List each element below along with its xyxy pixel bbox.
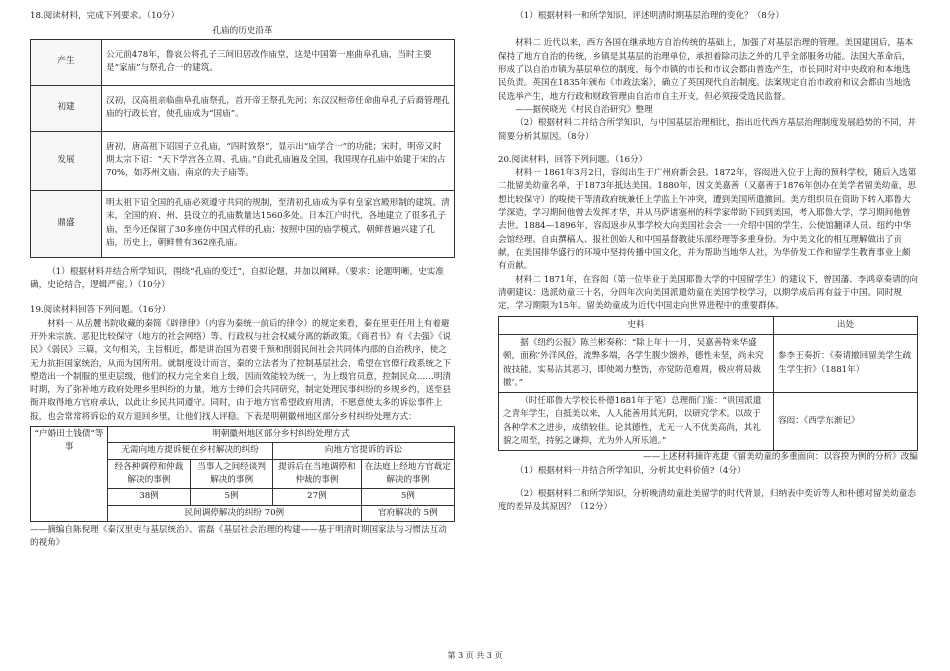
q19-source2: ——据侯晓光《村民自治研究》整理 bbox=[515, 104, 653, 115]
q20-material1: 材料一 1861年3月2日，容闳出生于广州府新会县。1872年，容闳进入位于上海的预科学校，随后入选第二批留美幼童名单，于1873年抵达美国。1880年，因文美嘉善（又嘉善于1876年创办在美学者留美幼童，思想比较保守）的唆使干等清政府统兼任上学监上午冲突，遭到美国所遣撤回。美方组织员在资助下转入耶鲁大学深造，学习期间他曾去发挥才华，并从马萨诸塞州的科学家带助下回到美国，考入耶鲁大学，学习期间他曾去世。1884—1896年，容闳返步从事学校大向美国社会会一一介绍中国的学生、公使馆翻译人员、纽约中华会馆经理、自由撰稿人、报社创始人和中国基督教徒乐部经理等多重身份。为中美文化的相互理解做出了贡献，在美国排华盛行的环境中坚持传播中国文化，并为帮助当地华人社，为华侨发工作和留学生教育事业上颇有贡献。 bbox=[498, 168, 917, 272]
source-origin: 容闳：《西学东渐记》 bbox=[774, 393, 918, 451]
q20-material2: 材料二 1871年，在容闳（第一位毕业于美国耶鲁大学的中国留学生）的建议下，曾国藩、李鸿章奏请的向清朝建议：选派幼童三十名，分四年次向美国派遣幼童在美国学校学习，以期学成后再有益于中国。同时规定，学习期限为15年。留美幼童成为近代中国走向世界进程中的重要群体。 bbox=[498, 274, 918, 312]
table-row bbox=[31, 190, 455, 257]
q18-question: （1）根据材料并结合所学知识，围绕“孔庙的变迁”，自拟论题，并加以阐释。（要求：论题明晰，史实准确，史论结合，逻辑严密。）（10分） bbox=[30, 266, 444, 290]
sub-head: 提诉后在当地调停和仲裁的事例 bbox=[273, 459, 362, 489]
table-row bbox=[499, 393, 918, 451]
col-head: 出处 bbox=[774, 316, 918, 334]
count-cell: 27例 bbox=[273, 489, 362, 505]
col-head: 史料 bbox=[499, 316, 774, 334]
table-row bbox=[31, 131, 455, 190]
sum-cell: 官府解决的 5例 bbox=[361, 505, 454, 521]
stage-cell: 发展 bbox=[31, 131, 102, 190]
q18-table-title: 孔庙的历史沿革 bbox=[212, 26, 273, 37]
count-cell: 38例 bbox=[108, 489, 191, 505]
q19-source: ——摘编自陈倪理《秦汉里吏与基层统治》、雷磊《基层社会治理的构建——基于明清时期国家法与习惯法互动的视角》 bbox=[30, 524, 447, 549]
q20-table-source: ——上述材料摘许兆捷《留美幼童的多重面向：以容揆为例的分析》改编 bbox=[642, 452, 918, 463]
sub-head: 经各种调停和仲裁解决的事例 bbox=[108, 459, 191, 489]
q18-table bbox=[30, 39, 455, 258]
source-origin: 参李王奏折：《奏请撤回留美学生疏生学生折》（1881年） bbox=[774, 334, 918, 392]
page-footer: 第 3 页 共 3 页 bbox=[447, 651, 503, 660]
q19-question1: （1）根据材料一和所学知识，评述明清时期基层治理的变化？（8分） bbox=[515, 11, 784, 21]
stage-cell: 产生 bbox=[31, 39, 102, 85]
head-lawsuit: 向地方官提诉的诉讼 bbox=[273, 443, 455, 459]
q20-table bbox=[498, 316, 918, 452]
q20-question1: （1）根据材料一并结合所学知识，分析其史料价值?（4分） bbox=[515, 465, 746, 476]
q19-title: 19.阅读材料回答下列问题。（16分） bbox=[30, 305, 171, 316]
stage-text: 汉初，汉高祖亲临曲阜孔庙祭孔，首开帝王祭孔先河；东汉汉桓帝任命曲阜孔子后裔管理孔庙的行政长官，使孔庙成为“国庙”。 bbox=[102, 85, 455, 131]
q20-title: 20.阅读材料，回答下列问题。（16分） bbox=[498, 154, 648, 165]
q19-question2: （2）根据材料二并结合所学知识，与中国基层治理相比，指出近代西方基层治理制度发展趋势的不同，并简要分析其原因。（8分） bbox=[498, 118, 916, 142]
q18-title: 18.阅读材料，完成下列要求。（10分） bbox=[30, 11, 180, 21]
source-text: （时任耶鲁大学校长朴德1881年于笔）总理衙门鉴：“贵国派遣之青年学生，自抵美以来，人人能善用其光阴，以研究学术。以故于各种学术之进步，成绩较佳。论其德性，尤无一人不优美高尚，其礼貌之周至，持躬之谦抑，尤为外人所乐道。” bbox=[499, 393, 774, 451]
count-cell: 5例 bbox=[361, 489, 454, 505]
left-column bbox=[30, 10, 455, 551]
stage-cell: 鼎盛 bbox=[31, 190, 102, 257]
count-cell: 5例 bbox=[191, 489, 273, 505]
q19-table bbox=[30, 426, 455, 522]
stage-text: 唐初，唐高祖下诏国子立孔庙，“四时致祭”，显示出“庙学合一”的功能；宋时，明帝又时期太宗下诏：“天下学宫各立周、孔庙。”自此孔庙遍及全国，我国现存孔庙中始建于宋的占70%，如苏州文庙、南京的夫子庙等。 bbox=[102, 131, 455, 190]
stage-text: 明太祖下诏全国的孔庙必须遵守共同的规制，至清初孔庙成为享有皇家宫殿形制的建筑。清末，全国的府、州、县设立的孔庙数量达1560多处。日本江户时代，各地建立了很多孔子庙，至今还保留了30多座仿中国式样的孔庙；按照中国的庙学模式，朝鲜普遍兴建了孔庙，历史上，朝鲜曾有362座孔庙。 bbox=[102, 190, 455, 257]
sub-head: 在法庭上经地方官裁定解决的事例 bbox=[361, 459, 454, 489]
stage-text: 公元前478年，鲁哀公将孔子三间旧居改作庙堂，这是中国第一座曲阜孔庙，当时主要是“家庙”与祭孔合一的建筑。 bbox=[102, 39, 455, 85]
table-row bbox=[499, 334, 918, 392]
q19-table-title: 明朝徽州地区部分乡村纠纷处理方式 bbox=[108, 427, 455, 443]
right-column bbox=[498, 10, 918, 515]
q19-material2: 材料二 近代以来，西方各国在继承地方自治传统的基础上，加强了对基层治理的管理。美国建国后，基本保持了地方自治的传统，乡镇是其基层的治理单位，承担着除司法之外的几乎全部服务功能。法国大革命后，形成了以自治市镇为基层单位的制度，每个市镇的市长和市议会都由普选产生，市长同时对中央政府和本地选民负责。英国在1835年颁布《市政法案》，确立了英国现代自治制度。法案规定自治市政府和议会都由当地选民选举产生，地方行政和财政管理由自治市自主开支，但必须接受选民监督。 bbox=[498, 38, 914, 102]
source-text: 据《纽约公报》陈兰彬奏称：“除上年十一月，吴嘉善特来华盛顿，面称‘外洋风俗，流弊多端，各学生腹少馈养，德性未坚，尚未究彼技能，实易沾其恶习，即使竭力整饬，亦觉防范难周，极应将局裁撤’。” bbox=[499, 334, 774, 392]
row-label: “户婚田土钱债”等事 bbox=[31, 427, 108, 522]
table-row bbox=[31, 85, 455, 131]
table-row bbox=[31, 39, 455, 85]
q20-question2: （2）根据材料二和所学知识，分析晚清幼童赴美留学的时代背景，归纳表中奕䜣等人和朴德对留美幼童态度的差异及其原因？（12分） bbox=[498, 489, 916, 513]
stage-cell: 初建 bbox=[31, 85, 102, 131]
head-no-lawsuit: 无需向地方提诉便在乡村解决的纠纷 bbox=[108, 443, 273, 459]
sum-cell: 民间调停解决的纠纷 70例 bbox=[108, 505, 362, 521]
sub-head: 当事人之间经谈判解决的事例 bbox=[191, 459, 273, 489]
q19-material1: 材料一 从岳麓书院收藏的秦简《辟律律》（内容为秦统一前后的律令）的规定来看，秦在里吏任用上有着避开外来宗族、恶犯比较保守（地方的社会网络）等、行政权与社会权威分离的新政策。《商君书》有《去强》《说民》《弱民》三篇，文句相关，主旨相近，都是讲治国为君要千预和削弱民间社会共同体内部的自治秩序，使之无力抗拒国家统治，从而为国所用。就制度设计而言，秦的立法者为了控制基层社会，希望在官僚行政系统之下塑造出一个制服的里吏层级，他们的权力完全来自上级，因而效能较为统一，为上级官员意，控制民众……明清时期，为了弥补地方政府处理乡里纠纷的力量，地方士绅们会共同研究，制定处理民事纠纷的乡规乡约，送至县衙并取得地方官府承认，以此让乡民共同遵守。同时，由于地方官希望政府用清，不愿意使太多的诉讼事件上报，也会常常将诉讼的双方退回乡里，让他们找人评稳。下表是明朝徽州地区部分乡村纠纷处理方式： bbox=[30, 318, 452, 422]
